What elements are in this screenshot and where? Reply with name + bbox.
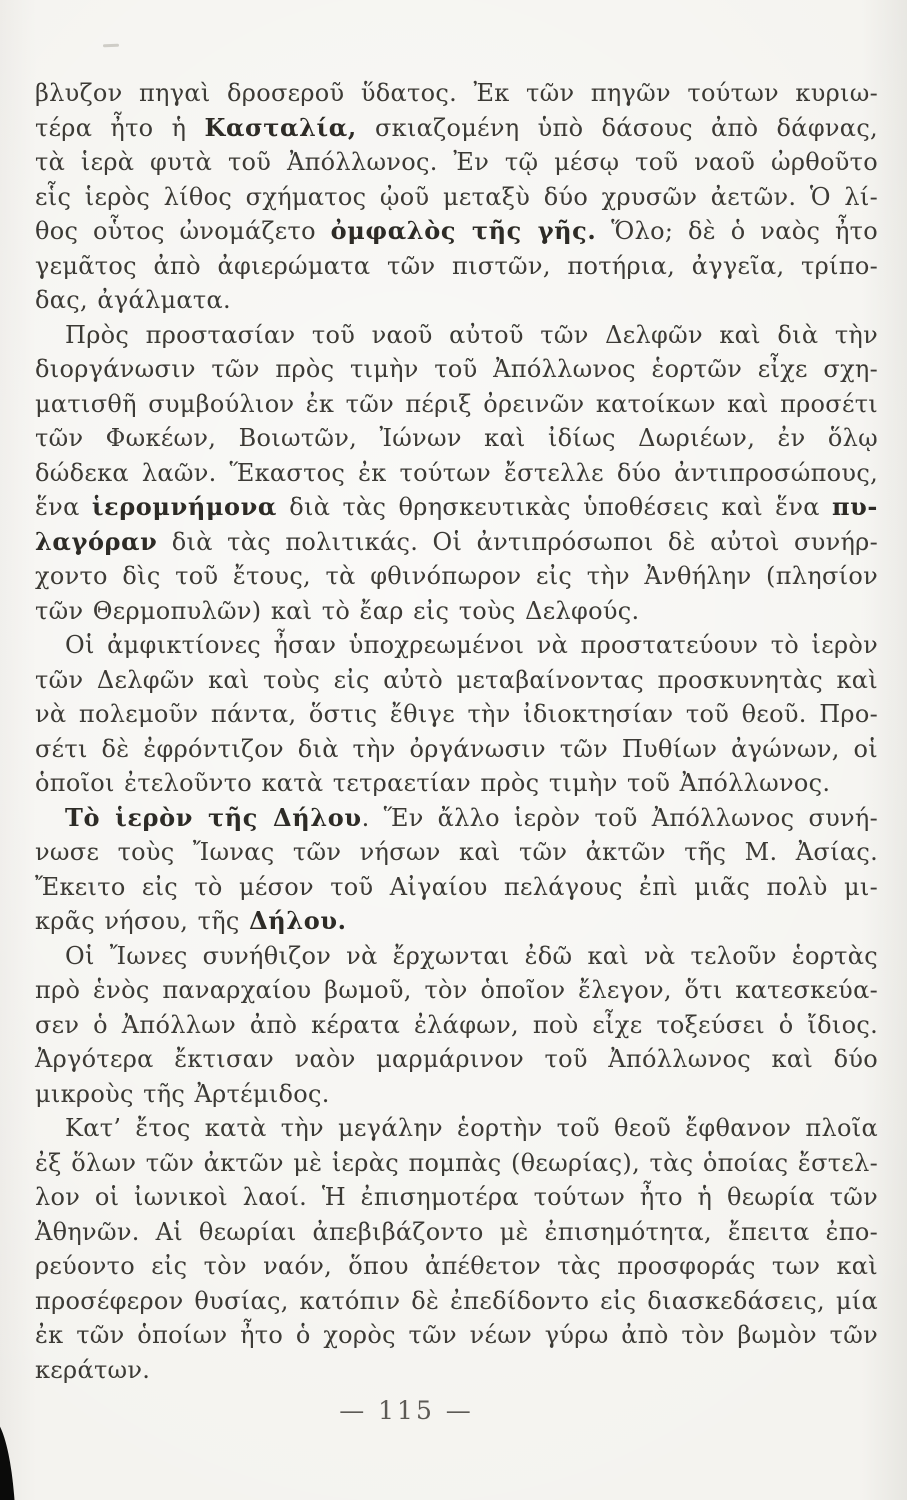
text-line — [35, 214, 878, 249]
text-line — [35, 939, 878, 974]
scan-corner-shadow — [0, 1417, 16, 1500]
text-line — [35, 283, 878, 318]
text-run: κεράτων. — [35, 1355, 151, 1384]
text-run: . Ἕν ἄλλο ἱερὸν τοῦ Ἀπόλλωνος συνή- — [361, 803, 878, 832]
text-line — [35, 697, 878, 732]
page-number: — 115 — — [339, 1396, 474, 1425]
text-line — [35, 180, 878, 215]
text-line — [35, 145, 878, 180]
text-line — [35, 1111, 878, 1146]
paragraph — [35, 318, 878, 629]
text-line — [35, 421, 878, 456]
text-line — [35, 1146, 878, 1181]
text-run: Κατ’ ἔτος κατὰ τὴν μεγάλην ἑορτὴν τοῦ θεοῦ ἔφθανον πλοῖα — [65, 1114, 878, 1142]
text-line — [35, 973, 878, 1008]
text-run: πρὸ ἑνὸς παναρχαίου βωμοῦ, τὸν ὁποῖον ἔλεγον, ὅτι κατεσκεύα- — [35, 976, 878, 1004]
text-line — [35, 352, 878, 387]
text-line — [35, 525, 878, 560]
scan-speck-mark — [103, 44, 119, 48]
text-line — [35, 76, 878, 111]
text-line — [35, 249, 878, 284]
text-run: ρεύοντο εἰς τὸν ναόν, ὅπου ἀπέθετον τὰς προσφοράς των καὶ — [35, 1252, 878, 1280]
bold-term: πυ- — [832, 492, 878, 521]
text-line — [35, 870, 878, 905]
text-run: διὰ τὰς πολιτικάς. Οἱ ἀντιπρόσωποι δὲ αὐτοὶ συνήρ- — [157, 527, 878, 556]
text-line — [35, 732, 878, 767]
page-text — [35, 76, 878, 1387]
text-run: ἕνα — [35, 493, 92, 521]
text-run: τέρα ἦτο ἡ — [35, 113, 205, 142]
paragraph — [35, 939, 878, 1112]
text-line — [35, 1215, 878, 1250]
text-run: Ἀθηνῶν. Αἱ θεωρίαι ἀπεβιβάζοντο μὲ ἐπισημότητα, ἔπειτα ἐπο- — [35, 1217, 878, 1246]
text-run: νωσε τοὺς Ἴωνας τῶν νήσων καὶ τῶν ἀκτῶν τῆς Μ. Ἀσίας. — [35, 838, 878, 866]
page-footer — [35, 1396, 878, 1425]
text-run: Οἱ ἀμφικτίονες ἦσαν ὑποχρεωμένοι νὰ προστατεύουν τὸ ἱερὸν — [65, 631, 878, 659]
text-run: Ἔκειτο εἰς τὸ μέσον τοῦ Αἰγαίου πελάγους ἐπὶ μιᾶς πολὺ μι- — [35, 872, 878, 901]
text-run: Οἱ Ἴωνες συνήθιζον νὰ ἔρχωνται ἐδῶ καὶ νὰ τελοῦν ἑορτὰς — [65, 941, 878, 970]
text-run: προσέφερον θυσίας, κατόπιν δὲ ἐπεδίδοντο εἰς διασκεδάσεις, μία — [35, 1286, 878, 1315]
bold-term: Κασταλία, — [204, 112, 357, 142]
text-run: τῶν Δελφῶν καὶ τοὺς εἰς αὐτὸ μεταβαίνοντας προσκυνητὰς καὶ — [35, 665, 878, 694]
text-line — [35, 904, 878, 939]
text-run: λον οἱ ἰωνικοὶ λαοί. Ἡ ἐπισημοτέρα τούτων ἦτο ἡ θεωρία τῶν — [35, 1183, 878, 1211]
text-line — [35, 559, 878, 594]
bold-term: Δήλου. — [249, 906, 347, 935]
text-line — [35, 1318, 878, 1353]
text-run: νὰ πολεμοῦν πάντα, ὅστις ἔθιγε τὴν ἰδιοκτησίαν τοῦ θεοῦ. Προ- — [35, 700, 878, 728]
bold-term: λαγόραν — [35, 526, 158, 556]
text-line — [35, 594, 878, 629]
text-run: ματισθῆ συμβούλιον ἐκ τῶν πέριξ ὀρεινῶν κατοίκων καὶ προσέτι — [35, 389, 878, 418]
text-run: θος οὗτος ὠνομάζετο — [35, 217, 331, 245]
text-run: ὁποῖοι ἐτελοῦντο κατὰ τετραετίαν πρὸς τιμὴν τοῦ Ἀπόλλωνος. — [35, 769, 831, 797]
text-line — [35, 1284, 878, 1319]
bold-term: Τὸ ἱερὸν τῆς Δήλου — [65, 802, 362, 832]
text-run: δας, ἀγάλματα. — [35, 286, 231, 314]
text-run: διὰ τὰς θρησκευτικὰς ὑποθέσεις καὶ ἕνα — [276, 493, 833, 521]
text-run: σεν ὁ Ἀπόλλων ἀπὸ κέρατα ἐλάφων, ποὺ εἶχε τοξεύσει ὁ ἴδιος. — [35, 1010, 878, 1039]
text-run: σκιαζομένη ὑπὸ δάσους ἀπὸ δάφνας, — [356, 113, 878, 142]
text-line — [35, 318, 878, 353]
bold-term: ὀμφαλὸς τῆς γῆς. — [330, 216, 597, 245]
text-run: ἐκ τῶν ὁποίων ἦτο ὁ χορὸς τῶν νέων γύρω ἀπὸ τὸν βωμὸν τῶν — [35, 1321, 878, 1349]
text-line — [35, 490, 878, 525]
text-run: γεμᾶτος ἀπὸ ἀφιερώματα τῶν πιστῶν, ποτήρια, ἀγγεῖα, τρίπο- — [35, 251, 878, 280]
text-run: χοντο δὶς τοῦ ἔτους, τὰ φθινόπωρον εἰς τὴν Ἀνθήλην (πλησίον — [35, 562, 878, 590]
text-run: διοργάνωσιν τῶν πρὸς τιμὴν τοῦ Ἀπόλλωνος ἑορτῶν εἶχε σχη- — [35, 355, 878, 383]
text-line — [35, 766, 878, 801]
text-line — [35, 801, 878, 836]
bold-term: ἱερομνήμονα — [91, 492, 277, 521]
text-run: τῶν Θερμοπυλῶν) καὶ τὸ ἔαρ εἰς τοὺς Δελφούς. — [35, 596, 640, 625]
text-run: μικροὺς τῆς Ἀρτέμιδος. — [35, 1079, 330, 1108]
text-run: βλυζον πηγαὶ δροσεροῦ ὕδατος. Ἐκ τῶν πηγῶν τούτων κυριω- — [35, 79, 878, 107]
text-line — [35, 1249, 878, 1284]
text-line — [35, 111, 878, 146]
text-line — [35, 1042, 878, 1077]
text-run: εἷς ἱερὸς λίθος σχήματος ᾠοῦ μεταξὺ δύο χρυσῶν ἀετῶν. Ὁ λί- — [35, 182, 878, 211]
text-run: σέτι δὲ ἐφρόντιζον διὰ τὴν ὀργάνωσιν τῶν Πυθίων ἀγώνων, οἱ — [35, 734, 878, 763]
text-run: Πρὸς προστασίαν τοῦ ναοῦ αὐτοῦ τῶν Δελφῶν καὶ διὰ τὴν — [65, 320, 878, 349]
text-run: Ὅλο; δὲ ὁ ναὸς ἦτο — [596, 217, 878, 245]
text-line — [35, 1008, 878, 1043]
text-run: Ἀργότερα ἔκτισαν ναὸν μαρμάρινον τοῦ Ἀπόλλωνος καὶ δύο — [35, 1045, 878, 1073]
text-line — [35, 456, 878, 491]
text-line — [35, 1077, 878, 1112]
text-run: κρᾶς νήσου, τῆς — [35, 907, 250, 935]
paragraph — [35, 76, 878, 318]
text-line — [35, 387, 878, 422]
text-run: ἐξ ὅλων τῶν ἀκτῶν μὲ ἱερὰς πομπὰς (θεωρίας), τὰς ὁποίας ἔστελ- — [35, 1148, 878, 1177]
paragraph — [35, 628, 878, 801]
paragraph — [35, 1111, 878, 1387]
paragraph — [35, 801, 878, 939]
text-line — [35, 663, 878, 698]
text-run: τῶν Φωκέων, Βοιωτῶν, Ἰώνων καὶ ἰδίως Δωριέων, ἐν ὅλῳ — [35, 424, 878, 452]
text-run: τὰ ἱερὰ φυτὰ τοῦ Ἀπόλλωνος. Ἐν τῷ μέσῳ τοῦ ναοῦ ὠρθοῦτο — [35, 148, 878, 176]
text-line — [35, 1353, 878, 1388]
text-line — [35, 1180, 878, 1215]
text-line — [35, 835, 878, 870]
text-line — [35, 628, 878, 663]
text-run: δώδεκα λαῶν. Ἕκαστος ἐκ τούτων ἔστελλε δύο ἀντιπροσώπους, — [35, 458, 878, 487]
